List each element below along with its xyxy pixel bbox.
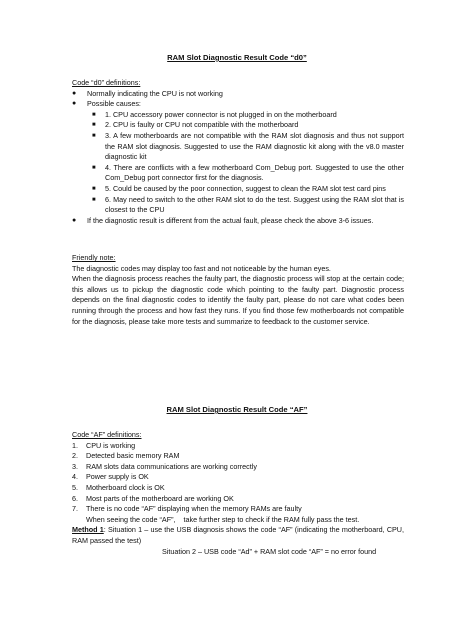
- situation-2-line: Situation 2 – USB code “Ad” + RAM slot code “AF” = no error found: [162, 546, 377, 556]
- list-item: 2. Detected basic memory RAM: [72, 451, 180, 461]
- method-1-label: Method 1: [72, 525, 104, 535]
- d0-section: [72, 78, 404, 226]
- square-bullet-icon: ■: [92, 164, 96, 171]
- sub-list-item: ■ 4. There are conflicts with a few motherboard Com_Debug port. Suggested to use the other Com_Debug port connector first for the diagnosis.: [92, 162, 404, 183]
- af-section: [72, 430, 404, 557]
- friendly-note-line: The diagnostic codes may display too fast and not noticeable by the human eyes.: [72, 263, 331, 273]
- sub-list-item: ■ 6. May need to switch to the other RAM slot to do the test. Suggest using the RAM slot that is closest to the CPU: [92, 194, 404, 215]
- friendly-note-heading: Friendly note:: [72, 253, 116, 262]
- list-item: 6. Most parts of the motherboard are working OK: [72, 493, 234, 503]
- bullet-icon: ●: [72, 216, 77, 224]
- square-bullet-icon: ■: [92, 185, 96, 192]
- af-definitions-heading: Code “AF” definitions:: [72, 430, 142, 439]
- method-1-paragraph: [72, 525, 404, 546]
- list-item: 3. RAM slots data communications are working correctly: [72, 461, 257, 471]
- item7-continuation: When seeing the code “AF”, take further step to check if the RAM fully pass the test.: [86, 514, 360, 524]
- friendly-note-paragraph: When the diagnosis process reaches the faulty part, the diagnostic process will stop at the certain code; this allows us to pickup the diagnostic code which pointing to the faulty part. Diagnostic process depends on the final diagnostic codes to identify the faulty part, please do not care what codes been running through the process and how fast they runs. If you find those few motherboards not compatible for the diagnosis, please take more tests and summarize to feedback to the customer service.: [72, 274, 404, 326]
- list-item: ● If the diagnostic result is different from the actual fault, please check the above 3-6 issues.: [72, 215, 374, 225]
- sub-list-item: ■ 3. A few motherboards are not compatible with the RAM slot diagnosis and thus not support the RAM slot diagnosis. Suggested to use the RAM diagnostic kit along with the v8.0 master diagnostic kit: [92, 130, 404, 162]
- sub-list-item: ■ 2. CPU is faulty or CPU not compatible with the motherboard: [92, 120, 299, 130]
- bullet-icon: ●: [72, 100, 77, 108]
- list-item: 5. Motherboard clock is OK: [72, 482, 165, 492]
- friendly-note-section: [72, 253, 404, 327]
- list-item: ● Possible causes:: [72, 99, 141, 109]
- square-bullet-icon: ■: [92, 122, 96, 129]
- list-item: 4. Power supply is OK: [72, 472, 149, 482]
- list-item: ● Normally indicating the CPU is not working: [72, 88, 223, 98]
- method-1-text: : Situation 1 – use the USB diagnosis shows the code “AF” (indicating the motherboard, CPU, RAM passed the test): [72, 525, 404, 545]
- list-item: 1. CPU is working: [72, 440, 136, 450]
- list-item: 7. There is no code “AF” displaying when the memory RAMs are faulty: [72, 504, 302, 514]
- square-bullet-icon: ■: [92, 111, 96, 118]
- square-bullet-icon: ■: [92, 196, 96, 203]
- sub-list-item: ■ 5. Could be caused by the poor connection, suggest to clean the RAM slot test card pins: [92, 183, 386, 193]
- d0-definitions-heading: Code “d0” definitions:: [72, 78, 141, 87]
- bullet-icon: ●: [72, 89, 77, 97]
- sub-list-item: ■ 1. CPU accessory power connector is not plugged in on the motherboard: [92, 109, 337, 119]
- af-title: RAM Slot Diagnostic Result Code “AF”: [166, 405, 308, 414]
- d0-title: RAM Slot Diagnostic Result Code “d0”: [167, 53, 307, 62]
- square-bullet-icon: ■: [92, 132, 96, 139]
